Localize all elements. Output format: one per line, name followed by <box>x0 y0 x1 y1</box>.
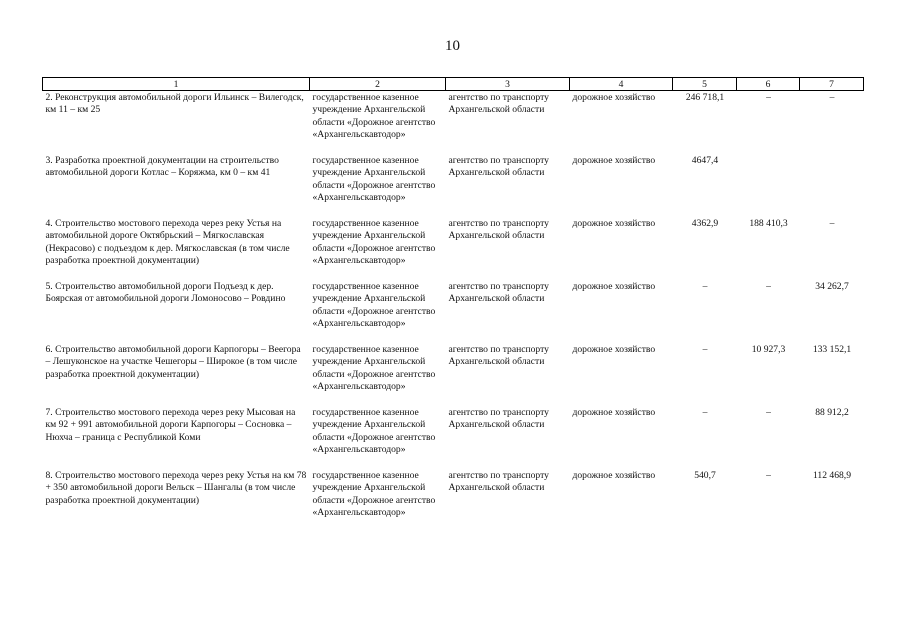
value-col-5: – <box>702 407 708 418</box>
value-col-5: – <box>702 344 708 355</box>
sector: дорожное хозяйство <box>572 155 656 166</box>
agency: агентство по транспорту Архангельской области <box>448 470 549 494</box>
agency: агентство по транспорту Архангельской области <box>448 155 549 179</box>
value-col-7: 112 468,9 <box>812 470 852 481</box>
sector: дорожное хозяйство <box>572 470 656 481</box>
value-col-7: – <box>829 92 835 103</box>
value-col-7: 34 262,7 <box>815 281 849 292</box>
table-row <box>43 343 864 406</box>
sector: дорожное хозяйство <box>572 407 656 418</box>
value-col-5: 246 718,1 <box>685 92 725 103</box>
sector: дорожное хозяйство <box>572 344 656 355</box>
header-cell-5: 5 <box>673 78 737 91</box>
header-cell-4: 4 <box>570 78 673 91</box>
project-name: 3. Разработка проектной документации на строительство автомобильной дороги Котлас – Коряжма, км 0 – км 41 <box>45 155 279 179</box>
value-col-7: – <box>829 218 835 229</box>
table-row <box>43 154 864 217</box>
value-col-5: 540,7 <box>694 470 716 481</box>
header-cell-1: 1 <box>43 78 310 91</box>
value-col-6: – <box>766 470 771 481</box>
value-col-6: – <box>766 92 771 103</box>
agency: агентство по транспорту Архангельской области <box>448 281 549 305</box>
value-col-7: 88 912,2 <box>815 407 849 418</box>
value-col-7 <box>800 154 864 217</box>
table-row <box>43 469 864 540</box>
agency: агентство по транспорту Архангельской области <box>448 92 549 116</box>
table-row <box>43 217 864 280</box>
institution: государственное казенное учреждение Архангельской области «Дорожное агентство «Архангельскавтодор» <box>312 92 436 141</box>
sector: дорожное хозяйство <box>572 281 656 292</box>
value-col-6 <box>737 154 800 217</box>
value-col-5: 4362,9 <box>691 218 719 229</box>
header-row <box>43 78 864 91</box>
agency: агентство по транспорту Архангельской области <box>448 407 549 431</box>
header-cell-7: 7 <box>800 78 864 91</box>
project-name: 5. Строительство автомобильной дороги Подъезд к дер. Боярская от автомобильной дороги Ломоносово – Ровдино <box>45 281 286 305</box>
institution: государственное казенное учреждение Архангельской области «Дорожное агентство «Архангельскавтодор» <box>312 470 436 519</box>
table-row <box>43 91 864 155</box>
table-row <box>43 406 864 469</box>
sector: дорожное хозяйство <box>572 218 656 229</box>
value-col-6: – <box>766 407 771 418</box>
value-col-6: – <box>766 281 771 292</box>
header-cell-2: 2 <box>310 78 446 91</box>
agency: агентство по транспорту Архангельской области <box>448 344 549 368</box>
institution: государственное казенное учреждение Архангельской области «Дорожное агентство «Архангельскавтодор» <box>312 344 436 393</box>
institution: государственное казенное учреждение Архангельской области «Дорожное агентство «Архангельскавтодор» <box>312 281 436 330</box>
sector: дорожное хозяйство <box>572 92 656 103</box>
project-name: 8. Строительство мостового перехода через реку Устья на км 78 + 350 автомобильной дороги Вельск – Шангалы (в том числе разработка проектной документации) <box>45 470 307 506</box>
institution: государственное казенное учреждение Архангельской области «Дорожное агентство «Архангельскавтодор» <box>312 407 436 456</box>
project-name: 6. Строительство автомобильной дороги Карпогоры – Веегора – Лешуконское на участке Чешегоры – Широкое (в том числе разработка проектной документации) <box>45 344 301 380</box>
road-projects-table <box>42 77 864 540</box>
header-cell-3: 3 <box>446 78 570 91</box>
agency: агентство по транспорту Архангельской области <box>448 218 549 242</box>
value-col-7: 133 152,1 <box>812 344 852 355</box>
page-number: 10 <box>445 38 460 54</box>
institution: государственное казенное учреждение Архангельской области «Дорожное агентство «Архангельскавтодор» <box>312 218 436 267</box>
project-name: 2. Реконструкция автомобильной дороги Ильинск – Вилегодск, км 11 – км 25 <box>45 92 304 116</box>
table-row <box>43 280 864 343</box>
value-col-5: 4647,4 <box>691 155 719 166</box>
value-col-6: 188 410,3 <box>749 218 788 229</box>
project-name: 7. Строительство мостового перехода через реку Мысовая на км 92 + 991 автомобильной дороги Карпогоры – Сосновка – Нюхча – граница с Республикой Коми <box>45 407 296 443</box>
project-name: 4. Строительство мостового перехода через реку Устья на автомобильной дороге Октябрьский – Мягкославская (Некрасово) с подъездом к дер. Мягкославская (в том числе разработка проектной документации) <box>45 218 290 267</box>
header-cell-6: 6 <box>737 78 800 91</box>
value-col-6: 10 927,3 <box>751 344 786 355</box>
institution: государственное казенное учреждение Архангельской области «Дорожное агентство «Архангельскавтодор» <box>312 155 436 204</box>
value-col-5: – <box>702 281 708 292</box>
